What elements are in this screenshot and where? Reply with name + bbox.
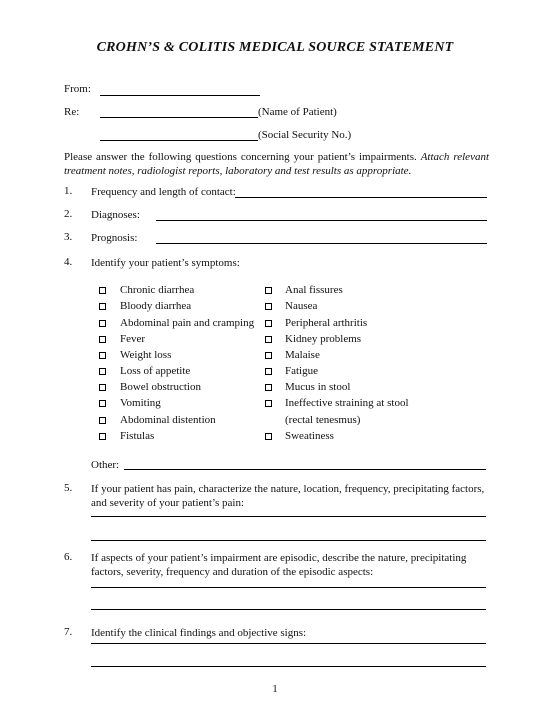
symptom-label: Anal fissures	[285, 284, 343, 296]
ssn-field[interactable]	[100, 140, 258, 141]
q6-number: 6.	[64, 551, 73, 563]
q1-text: Frequency and length of contact:	[91, 186, 236, 198]
checkbox-abdominal-distention[interactable]	[99, 417, 106, 424]
q5-text-line1: If your patient has pain, characterize the nature, location, frequency, precipitating factors,	[91, 483, 485, 495]
q2-number: 2.	[64, 208, 73, 220]
symptom-label: Malaise	[285, 349, 320, 361]
checkbox-bloody-diarrhea[interactable]	[99, 303, 106, 310]
symptom-label: Fatigue	[285, 365, 318, 377]
q5-answer-line[interactable]	[91, 540, 486, 541]
q4-text: Identify your patient’s symptoms:	[91, 257, 240, 269]
symptom-label: Mucus in stool	[285, 381, 351, 393]
checkbox-mucus-in-stool[interactable]	[265, 384, 272, 391]
q7-number: 7.	[64, 626, 73, 638]
symptom-label: Peripheral arthritis	[285, 317, 368, 329]
symptom-label: Fever	[120, 333, 146, 345]
symptom-label: Abdominal distention	[120, 414, 216, 426]
instructions	[64, 150, 489, 178]
patient-name-label: (Name of Patient)	[258, 106, 337, 118]
checkbox-fistulas[interactable]	[99, 433, 106, 440]
symptom-label: Loss of appetite	[120, 365, 191, 377]
document-title: CROHN’S & COLITIS MEDICAL SOURCE STATEMENT	[96, 40, 454, 55]
checkbox-malaise[interactable]	[265, 352, 272, 359]
from-field[interactable]	[100, 95, 260, 96]
q1-number: 1.	[64, 185, 73, 197]
re-label: Re:	[64, 106, 80, 118]
symptom-label-continued: (rectal tenesmus)	[285, 414, 361, 426]
checkbox-anal-fissures[interactable]	[265, 287, 272, 294]
checkbox-bowel-obstruction[interactable]	[99, 384, 106, 391]
q5-text-line2: and severity of your patient’s pain:	[91, 497, 245, 509]
q1-answer-field[interactable]	[235, 197, 487, 198]
symptom-label: Vomiting	[120, 397, 161, 409]
instructions-normal: Please answer the following questions concerning your patient’s impairments.	[64, 151, 417, 163]
q6-text-line2: factors, severity, frequency and duration of the episodic aspects:	[91, 566, 374, 578]
q7-answer-line[interactable]	[91, 643, 486, 644]
q6-answer-line[interactable]	[91, 609, 486, 610]
checkbox-ineffective-straining[interactable]	[265, 400, 272, 407]
q6-answer-line[interactable]	[91, 587, 486, 588]
from-label: From:	[64, 83, 91, 95]
symptom-label: Kidney problems	[285, 333, 362, 345]
q5-answer-line[interactable]	[91, 516, 486, 517]
symptom-label: Weight loss	[120, 349, 172, 361]
q3-text: Prognosis:	[91, 232, 138, 244]
checkbox-fatigue[interactable]	[265, 368, 272, 375]
symptom-label: Nausea	[285, 300, 318, 312]
checkbox-sweatiness[interactable]	[265, 433, 272, 440]
symptom-label: Chronic diarrhea	[120, 284, 195, 296]
ssn-label: (Social Security No.)	[258, 129, 352, 141]
q7-text: Identify the clinical findings and objective signs:	[91, 627, 307, 639]
symptom-label: Abdominal pain and cramping	[120, 317, 255, 329]
q6-text-line1: If aspects of your patient’s impairment are episodic, describe the nature, precipitating	[91, 552, 467, 564]
symptom-label: Bloody diarrhea	[120, 300, 192, 312]
page-number: 1	[272, 683, 278, 695]
checkbox-abdominal-pain[interactable]	[99, 320, 106, 327]
checkbox-weight-loss[interactable]	[99, 352, 106, 359]
q2-text: Diagnoses:	[91, 209, 140, 221]
q3-answer-field[interactable]	[156, 243, 487, 244]
q7-answer-line[interactable]	[91, 666, 486, 667]
checkbox-nausea[interactable]	[265, 303, 272, 310]
checkbox-kidney-problems[interactable]	[265, 336, 272, 343]
symptom-label: Ineffective straining at stool	[285, 397, 409, 409]
instructions-italic: Attach relevant treatment notes, radiologist reports, laboratory and test results as appropriate.	[64, 151, 490, 177]
q2-answer-field[interactable]	[156, 220, 487, 221]
symptom-label: Fistulas	[120, 430, 155, 442]
checkbox-fever[interactable]	[99, 336, 106, 343]
checkbox-peripheral-arthritis[interactable]	[265, 320, 272, 327]
checkbox-vomiting[interactable]	[99, 400, 106, 407]
q5-number: 5.	[64, 482, 73, 494]
symptom-label: Sweatiness	[285, 430, 334, 442]
symptom-label: Bowel obstruction	[120, 381, 201, 393]
patient-name-field[interactable]	[100, 117, 258, 118]
q3-number: 3.	[64, 231, 73, 243]
other-field[interactable]	[124, 469, 486, 470]
checkbox-loss-of-appetite[interactable]	[99, 368, 106, 375]
checkbox-chronic-diarrhea[interactable]	[99, 287, 106, 294]
q4-number: 4.	[64, 256, 73, 268]
other-label: Other:	[91, 459, 120, 471]
